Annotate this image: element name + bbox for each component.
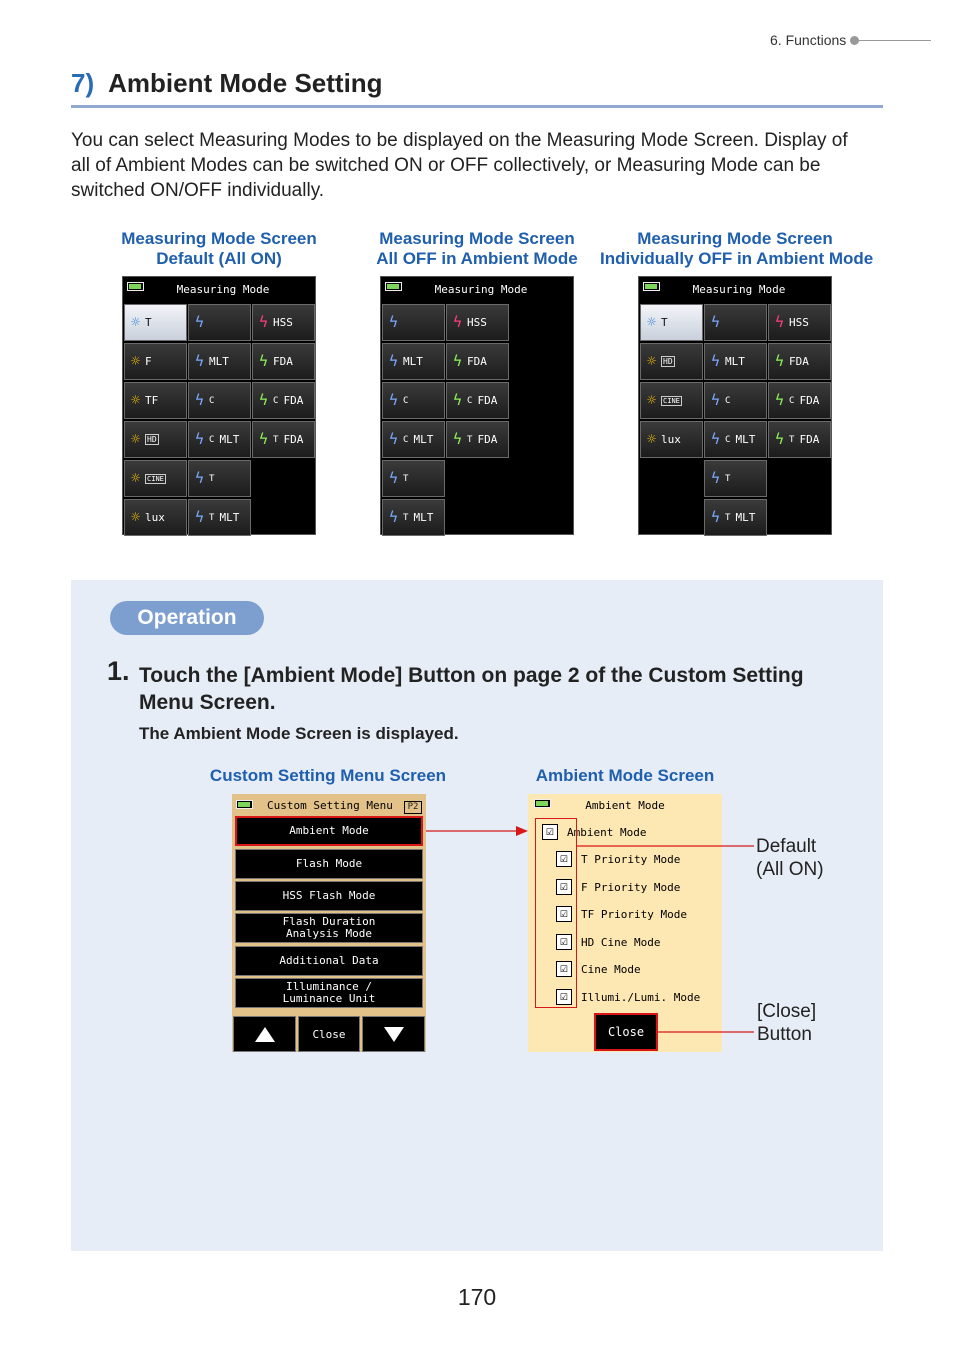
intro-paragraph: You can select Measuring Modes to be displayed on the Measuring Mode Screen. Display of all of Ambient Modes can be switched ON or OFF collectively, or Measuring Mode can be switched ON/OFF individually. xyxy=(71,130,848,201)
step-result: The Ambient Mode Screen is displayed. xyxy=(139,724,459,743)
fda-flash-icon: ϟ xyxy=(259,352,269,370)
annotation-line: Default xyxy=(756,836,817,857)
page-indicator: P2 xyxy=(404,801,422,814)
cell-label: FDA xyxy=(477,394,498,407)
operation-label: Operation xyxy=(110,601,264,635)
cell-label: MLT xyxy=(725,355,745,368)
item-label: Illumi./Lumi. Mode xyxy=(581,990,701,1004)
checkbox-checked-icon: ☑ xyxy=(542,824,558,840)
ambient-mode-button[interactable]: Ambient Mode xyxy=(235,816,423,846)
radio-fda-icon: ϟ xyxy=(453,430,463,448)
cell-label: HSS xyxy=(467,316,487,329)
cell-label: MLT xyxy=(403,355,423,368)
cell-sub: C xyxy=(789,395,795,406)
close-button[interactable]: Close xyxy=(298,1016,360,1052)
item-label: F Priority Mode xyxy=(581,880,681,894)
cell-label: MLT xyxy=(413,511,434,524)
cell-sub: T xyxy=(725,473,731,484)
cell-sub: C xyxy=(273,395,279,406)
checkbox-checked-icon: ☑ xyxy=(556,961,572,977)
sun-icon: ☼ xyxy=(131,430,141,448)
sun-icon: ☼ xyxy=(647,352,657,370)
cell-label: FDA xyxy=(477,433,498,446)
item-label: T Priority Mode xyxy=(581,852,681,866)
cord-flash-icon: ϟ xyxy=(711,391,721,409)
cell-label: lux xyxy=(145,511,165,524)
annotation-line: [Close] xyxy=(757,1001,817,1022)
chapter-text: 6. Functions xyxy=(770,32,847,48)
flash-icon: ϟ xyxy=(389,313,399,331)
cell-label: MLT xyxy=(219,511,240,524)
caption-line: All OFF in Ambient Mode xyxy=(376,249,578,268)
flash-icon: ϟ xyxy=(711,352,721,370)
caption-line: Ambient Mode Screen xyxy=(535,766,715,785)
cell-label: FDA xyxy=(799,394,820,407)
checkbox-checked-icon: ☑ xyxy=(556,851,572,867)
fda-flash-icon: ϟ xyxy=(775,352,785,370)
radio-fda-icon: ϟ xyxy=(259,430,269,448)
cell-sub: T xyxy=(209,473,215,484)
cell-label: FDA xyxy=(273,355,293,368)
cell-sub: T xyxy=(403,512,409,523)
cell-label: MLT xyxy=(219,433,240,446)
cell-label: HSS xyxy=(273,316,293,329)
radio-flash-icon: ϟ xyxy=(389,508,399,526)
radio-flash-icon: ϟ xyxy=(195,508,205,526)
sun-icon: ☼ xyxy=(647,391,657,409)
checkbox-checked-icon: ☑ xyxy=(556,879,572,895)
cell-label: FDA xyxy=(789,355,809,368)
checkbox-checked-icon: ☑ xyxy=(556,934,572,950)
fda-flash-icon: ϟ xyxy=(775,391,785,409)
cell-sub: C xyxy=(403,395,409,406)
sun-icon: ☼ xyxy=(131,391,141,409)
radio-flash-icon: ϟ xyxy=(195,469,205,487)
sun-icon: ☼ xyxy=(131,313,141,331)
hss-flash-mode-button[interactable]: HSS Flash Mode xyxy=(235,881,423,911)
caption-line: Individually OFF in Ambient Mode xyxy=(600,249,874,268)
cell-label: MLT xyxy=(413,433,434,446)
cell-label: TF xyxy=(145,394,159,407)
additional-data-button[interactable]: Additional Data xyxy=(235,946,423,976)
cell-sub: T xyxy=(209,512,215,523)
cell-sub: C xyxy=(209,395,215,406)
flash-icon: ϟ xyxy=(195,352,205,370)
item-label: HD Cine Mode xyxy=(581,935,661,949)
cell-label: FDA xyxy=(467,355,487,368)
checkbox-checked-icon: ☑ xyxy=(556,906,572,922)
cell-sub: T xyxy=(273,434,279,445)
caption-line: Custom Setting Menu Screen xyxy=(209,766,447,785)
screen-title: Custom Setting Menu xyxy=(267,799,393,812)
fda-flash-icon: ϟ xyxy=(453,352,463,370)
item-label: TF Priority Mode xyxy=(581,907,687,921)
sun-icon: ☼ xyxy=(131,352,141,370)
ambient-close-button[interactable]: Close xyxy=(594,1013,658,1051)
sun-icon: ☼ xyxy=(131,508,141,526)
caption-line: Measuring Mode Screen xyxy=(637,229,833,248)
annotation-line: Button xyxy=(757,1024,812,1045)
cine-icon: CINE xyxy=(147,474,164,483)
cell-label: FDA xyxy=(283,433,304,446)
cell-label: HSS xyxy=(789,316,809,329)
page-number: 170 xyxy=(457,1284,497,1310)
sun-icon: ☼ xyxy=(647,430,657,448)
arrow-right-icon xyxy=(516,826,528,836)
radio-flash-icon: ϟ xyxy=(389,469,399,487)
caption-line: Measuring Mode Screen xyxy=(379,229,575,248)
item-label: Cine Mode xyxy=(581,962,641,976)
cell-sub: C xyxy=(725,434,731,445)
cell-label: MLT xyxy=(209,355,229,368)
cell-label: T xyxy=(661,316,668,329)
sun-icon: ☼ xyxy=(131,469,141,487)
section-heading: Ambient Mode Setting xyxy=(108,68,383,98)
flash-icon: ϟ xyxy=(389,352,399,370)
step-instruction: Touch the [Ambient Mode] Button on page 2 of the Custom Setting Menu Screen. xyxy=(139,664,804,714)
cell-sub: C xyxy=(725,395,731,406)
cell-label: lux xyxy=(661,433,681,446)
section-number: 7) xyxy=(71,68,95,98)
default-annotation xyxy=(756,835,824,881)
hd-cine-icon: HD xyxy=(663,357,673,366)
cord-flash-icon: ϟ xyxy=(195,430,205,448)
cord-flash-icon: ϟ xyxy=(195,391,205,409)
cord-flash-icon: ϟ xyxy=(711,430,721,448)
flash-mode-button[interactable]: Flash Mode xyxy=(235,849,423,879)
sun-icon: ☼ xyxy=(647,313,657,331)
cell-label: T xyxy=(145,316,152,329)
caption-line: Measuring Mode Screen xyxy=(121,229,317,248)
flash-icon: ϟ xyxy=(711,313,721,331)
radio-flash-icon: ϟ xyxy=(711,469,721,487)
cell-label: FDA xyxy=(799,433,820,446)
cord-flash-icon: ϟ xyxy=(389,391,399,409)
illuminance-unit-button[interactable]: Illuminance / Luminance Unit xyxy=(235,978,423,1008)
close-annotation xyxy=(757,1000,816,1046)
hss-flash-icon: ϟ xyxy=(453,313,463,331)
screen-title: Ambient Mode xyxy=(585,799,665,812)
checkbox-checked-icon: ☑ xyxy=(556,989,572,1005)
hss-flash-icon: ϟ xyxy=(775,313,785,331)
fda-flash-icon: ϟ xyxy=(259,391,269,409)
screen-title: Measuring Mode xyxy=(692,283,786,296)
cell-sub: C xyxy=(209,434,215,445)
cell-sub: T xyxy=(403,473,409,484)
screen-title: Measuring Mode xyxy=(434,283,528,296)
caption-line: Default (All ON) xyxy=(156,249,282,268)
cell-sub: T xyxy=(789,434,795,445)
cell-label: MLT xyxy=(735,511,756,524)
flash-icon: ϟ xyxy=(195,313,205,331)
step-number: 1. xyxy=(107,656,130,686)
screen-title: Measuring Mode xyxy=(176,283,270,296)
hd-cine-icon: HD xyxy=(147,435,157,444)
radio-fda-icon: ϟ xyxy=(775,430,785,448)
cell-sub: C xyxy=(403,434,409,445)
cord-flash-icon: ϟ xyxy=(389,430,399,448)
radio-flash-icon: ϟ xyxy=(711,508,721,526)
cell-label: FDA xyxy=(283,394,304,407)
item-label: Ambient Mode xyxy=(567,825,647,839)
flash-duration-analysis-button[interactable]: Flash Duration Analysis Mode xyxy=(235,913,423,943)
cine-icon: CINE xyxy=(663,396,680,405)
cell-sub: T xyxy=(725,512,731,523)
hss-flash-icon: ϟ xyxy=(259,313,269,331)
cell-sub: T xyxy=(467,434,473,445)
cell-label: MLT xyxy=(735,433,756,446)
cell-label: F xyxy=(145,355,152,368)
cell-sub: C xyxy=(467,395,473,406)
fda-flash-icon: ϟ xyxy=(453,391,463,409)
annotation-line: (All ON) xyxy=(756,859,824,880)
